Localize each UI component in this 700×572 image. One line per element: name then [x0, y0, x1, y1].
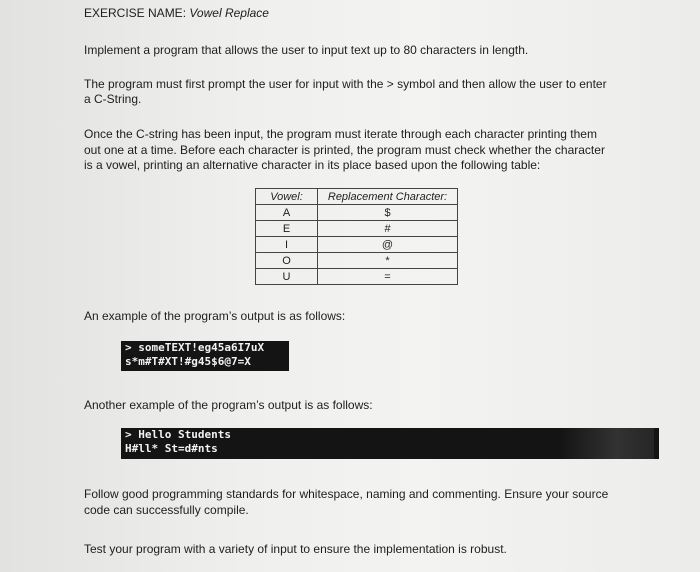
- paragraph-testing: Test your program with a variety of input to ensure the implementation is robust.: [84, 542, 507, 556]
- paragraph-prompt-line-2: a C-String.: [84, 92, 142, 106]
- header-vowel: Vowel:: [256, 189, 318, 205]
- paragraph-standards-line-2: code can successfully compile.: [84, 503, 249, 517]
- table-row: [256, 269, 458, 285]
- table-row: [256, 205, 458, 221]
- vowel-cell: U: [256, 269, 318, 285]
- table-row: [256, 253, 458, 269]
- exercise-heading: [84, 6, 269, 21]
- replacement-cell: #: [318, 221, 458, 237]
- vowel-cell: A: [256, 205, 318, 221]
- vowel-replacement-table: [255, 188, 458, 285]
- paragraph-iterate-line-2: out one at a time. Before each character is printed, the program must check whether the character: [84, 143, 605, 157]
- table-row: [256, 221, 458, 237]
- console-input-line: > someTEXT!eg45a6I7uX: [125, 341, 265, 354]
- exercise-title: Vowel Replace: [189, 6, 269, 20]
- exercise-label: EXERCISE NAME:: [84, 6, 187, 20]
- vowel-cell: E: [256, 221, 318, 237]
- vowel-cell: O: [256, 253, 318, 269]
- vowel-cell: I: [256, 237, 318, 253]
- header-replacement: Replacement Character:: [318, 189, 458, 205]
- paragraph-iterate-line-3: is a vowel, printing an alternative character in its place based upon the following table:: [84, 158, 541, 172]
- console-output-line: s*m#T#XT!#g45$6@7=X: [125, 355, 251, 368]
- paragraph-example-2-intro: Another example of the program’s output is as follows:: [84, 398, 373, 412]
- paragraph-prompt-line-1: The program must first prompt the user for input with the > symbol and then allow the user to enter: [84, 77, 607, 91]
- paragraph-input-requirement: Implement a program that allows the user to input text up to 80 characters in length.: [84, 43, 529, 57]
- table-header-row: [256, 189, 458, 205]
- paragraph-example-1-intro: An example of the program’s output is as follows:: [84, 309, 346, 323]
- replacement-cell: *: [318, 253, 458, 269]
- console-example-1: [121, 341, 289, 371]
- replacement-cell: @: [318, 237, 458, 253]
- replacement-cell: $: [318, 205, 458, 221]
- replacement-cell: =: [318, 269, 458, 285]
- table-row: [256, 237, 458, 253]
- console-output-line: H#ll* St=d#nts: [125, 442, 218, 455]
- paragraph-standards-line-1: Follow good programming standards for whitespace, naming and commenting. Ensure your source: [84, 487, 609, 501]
- console-glare: [560, 428, 654, 459]
- console-input-line: > Hello Students: [125, 428, 231, 441]
- paragraph-iterate-line-1: Once the C-string has been input, the program must iterate through each character printing them: [84, 127, 597, 141]
